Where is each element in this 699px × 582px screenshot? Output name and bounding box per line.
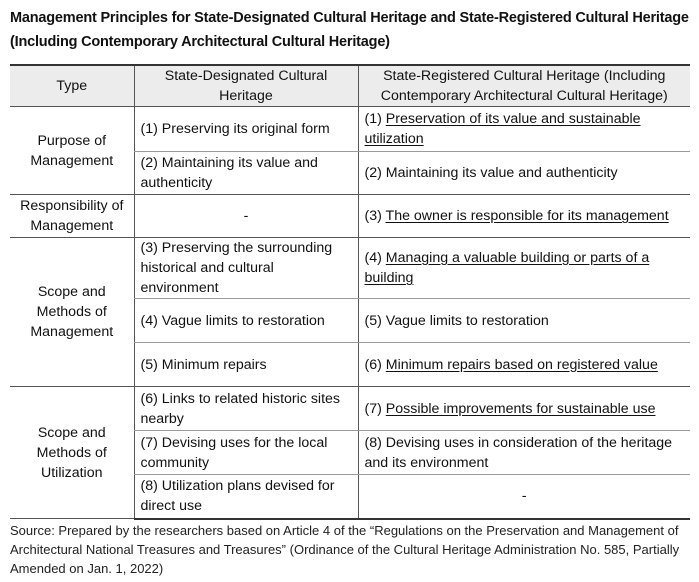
cell-number: (6) [364, 356, 386, 373]
cell-registered-7 [358, 387, 690, 431]
cell-number: (4) [364, 250, 386, 266]
table-row [10, 387, 690, 431]
table-row [10, 195, 690, 238]
cell-designated-5: (5) Minimum repairs [134, 343, 358, 387]
cell-designated-4: (4) Vague limits to restoration [134, 299, 358, 343]
title-line-2: (Including Contemporary Architectural Cultural Heritage) [10, 34, 390, 50]
cell-registered-2: (2) Maintaining its value and authenticity [358, 152, 690, 195]
cell-number: (3) [364, 208, 386, 224]
table-row [10, 107, 690, 152]
cell-number: (7) [364, 400, 386, 417]
cell-registered-3 [358, 195, 690, 238]
principles-table [10, 64, 690, 520]
header-designated: State-Designated Cultural Heritage [134, 65, 358, 107]
header-row [10, 65, 690, 107]
cell-designated-1: (1) Preserving its original form [134, 107, 358, 152]
cell-registered-empty: - [358, 475, 690, 519]
cell-designated-7: (7) Devising uses for the local community [134, 431, 358, 475]
header-type: Type [10, 65, 134, 107]
underlined-text: Possible improvements for sustainable use [385, 400, 656, 417]
type-management: Scope and Methods of Management [10, 238, 134, 387]
type-purpose: Purpose of Management [10, 107, 134, 195]
source-note: Source: Prepared by the researchers based on Article 4 of the “Regulations on the Preservation and Management of Architectural National Treasures and Treasures” (Ordinance of the Cultural Heritage Administration No. 585, Partially Amended on Jan. 1, 2022) [10, 523, 680, 576]
cell-number: (1) [364, 111, 386, 127]
cell-designated-2: (2) Maintaining its value and authenticity [134, 152, 358, 195]
cell-designated-6: (6) Links to related historic sites nearby [134, 387, 358, 431]
cell-registered-8: (8) Devising uses in consideration of the heritage and its environment [358, 431, 690, 475]
underlined-text: Managing a valuable building or parts of a building [364, 250, 650, 286]
cell-designated-empty: - [134, 195, 358, 238]
type-responsibility: Responsibility of Management [10, 195, 134, 238]
cell-registered-4 [358, 238, 690, 299]
underlined-text: Minimum repairs based on registered value [385, 356, 658, 373]
underlined-text: The owner is responsible for its management [385, 208, 669, 224]
cell-registered-1 [358, 107, 690, 152]
underlined-text: Preservation of its value and sustainable utilization [364, 111, 641, 147]
table-title [10, 6, 694, 54]
cell-registered-6 [358, 343, 690, 387]
cell-designated-8: (8) Utilization plans devised for direct use [134, 475, 358, 519]
table-row [10, 238, 690, 299]
title-line-1: Management Principles for State-Designated Cultural Heritage and State-Registered Cultural Heritage [10, 10, 689, 26]
cell-registered-5: (5) Vague limits to restoration [358, 299, 690, 343]
cell-designated-3: (3) Preserving the surrounding historical and cultural environment [134, 238, 358, 299]
type-utilization: Scope and Methods of Utilization [10, 387, 134, 519]
header-registered: State-Registered Cultural Heritage (Including Contemporary Architectural Cultural Heritage) [358, 65, 690, 107]
